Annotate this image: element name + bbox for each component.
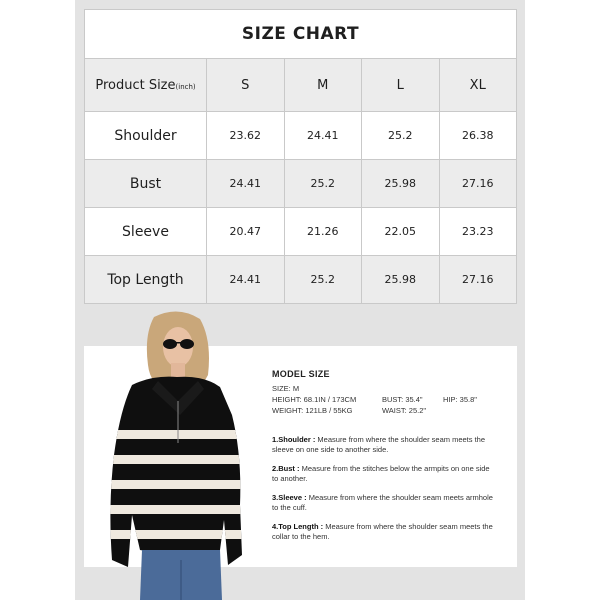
definition-term: 2.Bust : — [272, 464, 300, 473]
model-waist: WAIST: 25.2" — [382, 406, 427, 415]
definition-text: Measure from where the shoulder seam meets the sleeve on one side to another side. — [272, 435, 486, 454]
product-size-label: Product Size — [95, 77, 176, 93]
model-weight: WEIGHT: 121LB / 55KG — [272, 406, 353, 415]
table-cell: 25.98 — [362, 256, 440, 304]
table-cell: 24.41 — [284, 112, 362, 160]
row-label: Top Length — [85, 256, 207, 304]
row-label: Bust — [85, 160, 207, 208]
table-row — [85, 208, 517, 256]
definition-term: 4.Top Length : — [272, 522, 324, 531]
model-hip: HIP: 35.8" — [443, 395, 477, 404]
size-header-m: M — [284, 59, 362, 112]
unit-label: (inch) — [175, 82, 196, 91]
product-size-header — [85, 59, 207, 112]
definition-term: 3.Sleeve : — [272, 493, 307, 502]
table-cell: 27.16 — [439, 256, 517, 304]
size-header-s: S — [207, 59, 285, 112]
model-size-heading: MODEL SIZE — [272, 369, 330, 379]
definition-term: 1.Shoulder : — [272, 435, 316, 444]
size-chart-table — [84, 9, 517, 304]
model-size-info — [272, 369, 512, 416]
table-cell: 24.41 — [207, 256, 285, 304]
definition-text: Measure from where the shoulder seam meets the collar to the hem. — [272, 522, 493, 541]
table-row — [85, 160, 517, 208]
table-cell: 25.98 — [362, 160, 440, 208]
model-photo — [92, 305, 262, 600]
table-cell: 21.26 — [284, 208, 362, 256]
size-header-xl: XL — [439, 59, 517, 112]
table-cell: 24.41 — [207, 160, 285, 208]
model-bust: BUST: 35.4" — [382, 395, 423, 404]
definition-text: Measure from the stitches below the armpits on one side to another. — [272, 464, 490, 483]
model-size-value: SIZE: M — [272, 384, 300, 393]
model-height-line — [272, 394, 512, 405]
model-weight-line — [272, 405, 512, 416]
size-header-l: L — [362, 59, 440, 112]
row-label: Sleeve — [85, 208, 207, 256]
model-height: HEIGHT: 68.1IN / 173CM — [272, 395, 357, 404]
table-cell: 23.62 — [207, 112, 285, 160]
table-cell: 20.47 — [207, 208, 285, 256]
measurement-definitions — [272, 435, 494, 551]
row-label: Shoulder — [85, 112, 207, 160]
definition-sleeve — [272, 493, 494, 513]
table-cell: 22.05 — [362, 208, 440, 256]
definition-bust — [272, 464, 494, 484]
table-cell: 23.23 — [439, 208, 517, 256]
chart-title: SIZE CHART — [85, 10, 517, 59]
definition-shoulder — [272, 435, 494, 455]
definition-text: Measure from where the shoulder seam meets armhole to the cuff. — [272, 493, 493, 512]
definition-top-length — [272, 522, 494, 542]
table-row — [85, 256, 517, 304]
table-cell: 25.2 — [362, 112, 440, 160]
table-cell: 26.38 — [439, 112, 517, 160]
table-cell: 25.2 — [284, 160, 362, 208]
model-size-line — [272, 383, 512, 394]
header-row — [85, 59, 517, 112]
table-cell: 27.16 — [439, 160, 517, 208]
table-cell: 25.2 — [284, 256, 362, 304]
table-row — [85, 112, 517, 160]
